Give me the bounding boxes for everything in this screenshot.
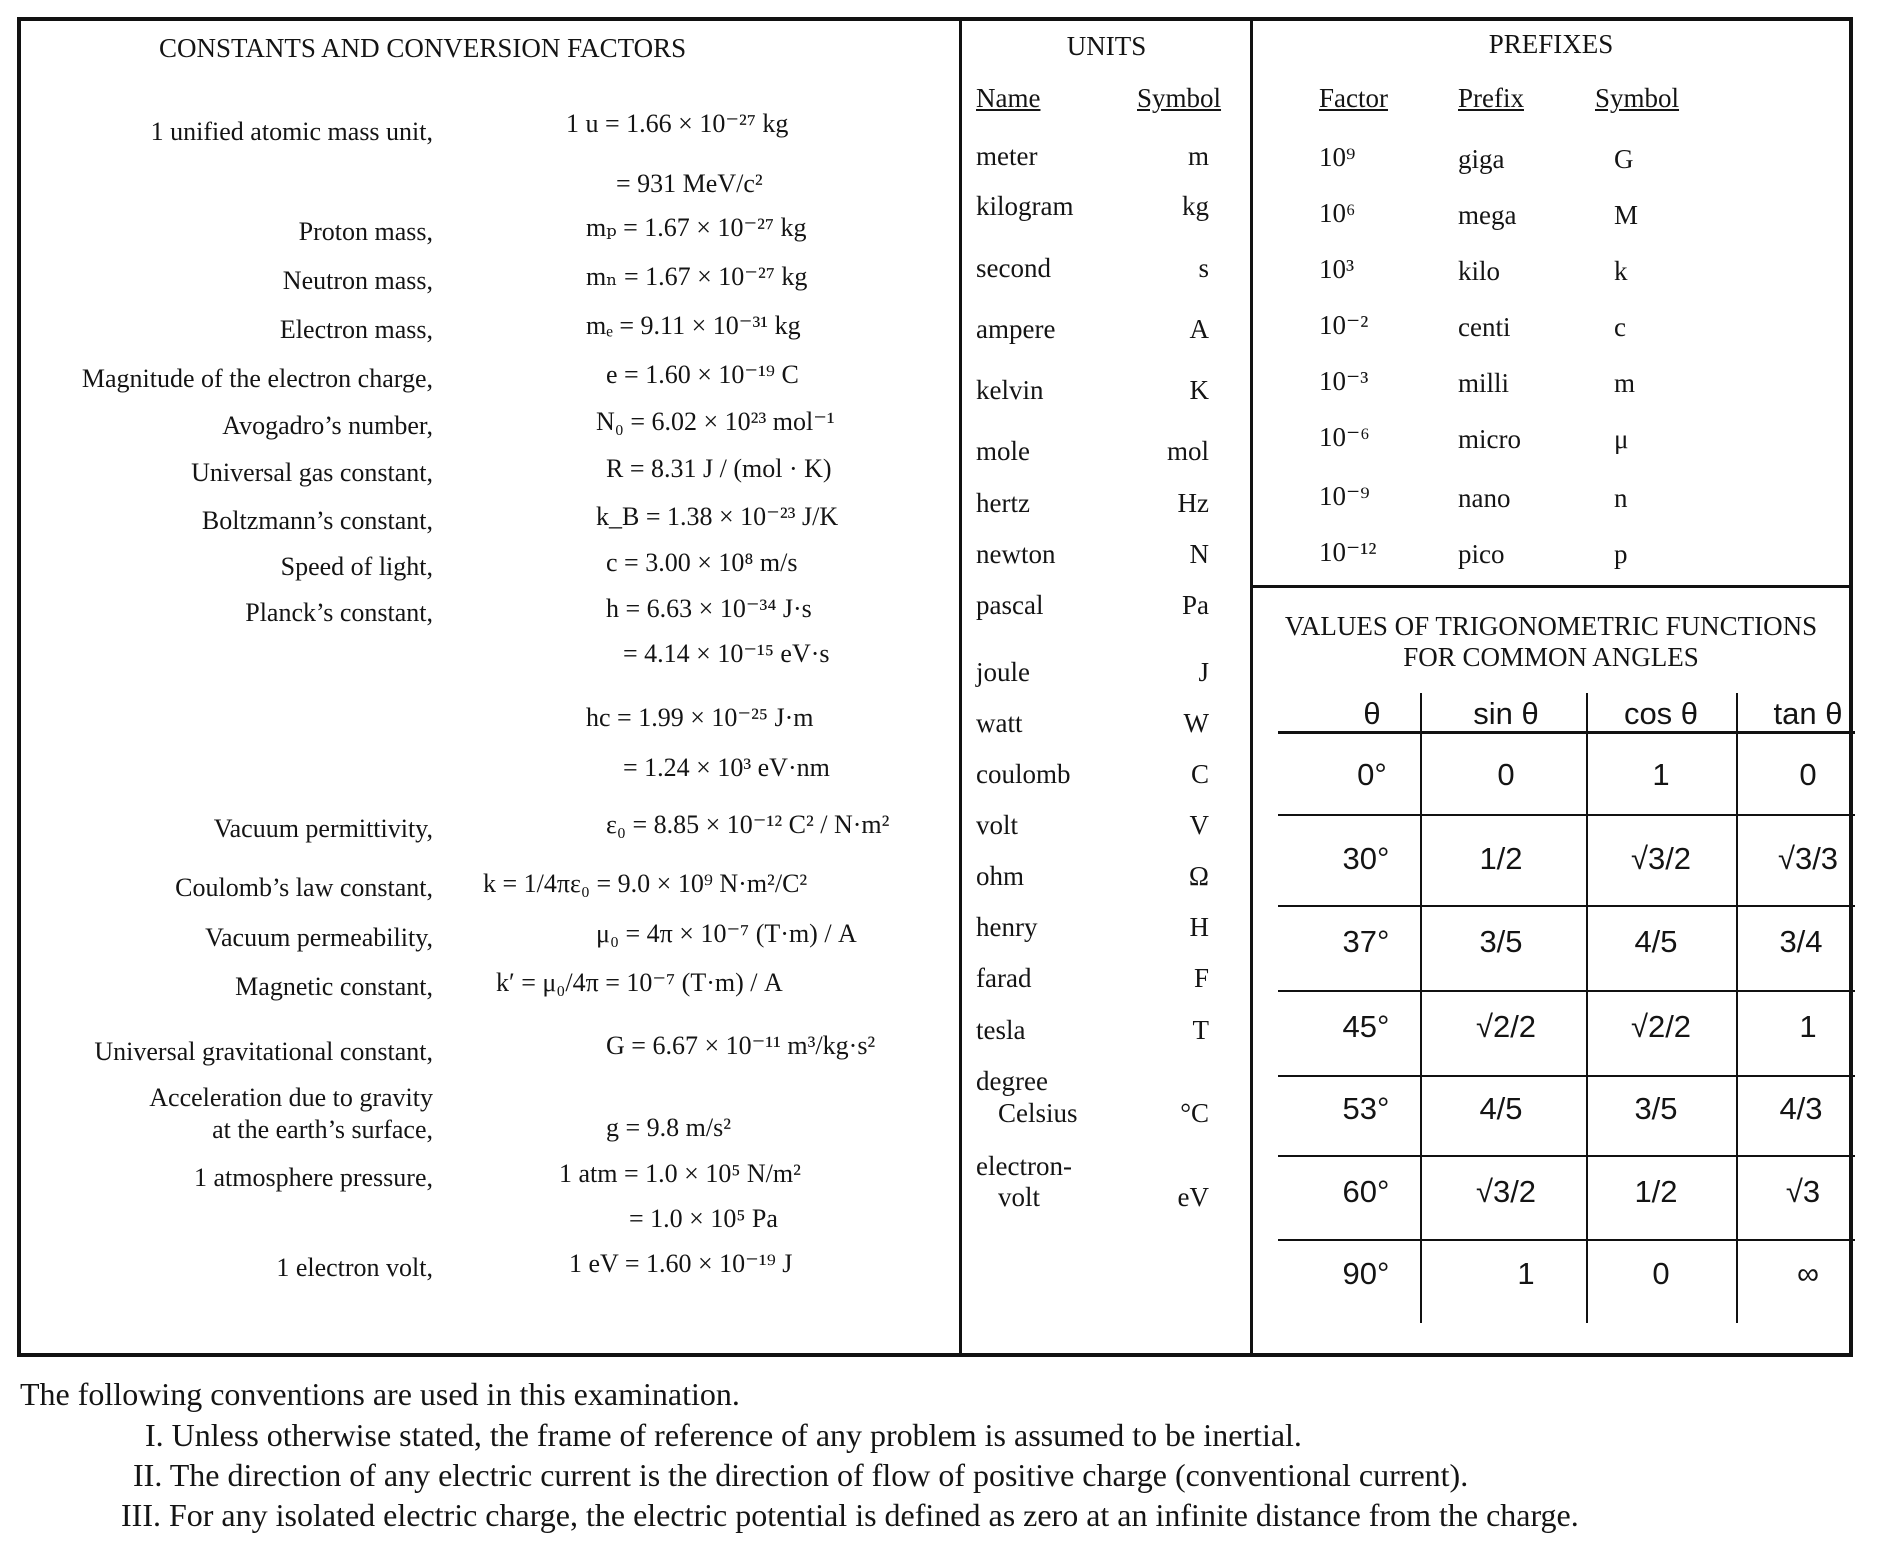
trig-cell-sin: 1/2	[1479, 841, 1523, 876]
unit-name: ampere	[976, 314, 1056, 344]
eq-amu: 1 u = 1.66 × 10⁻²⁷ kg	[566, 109, 789, 138]
convention-item: III. For any isolated electric charge, the electric potential is defined as zero at an infinite distance from the charge.	[121, 1497, 1579, 1533]
prefix-factor: 10⁻¹²	[1319, 537, 1377, 567]
unit-symbol: Pa	[1182, 590, 1209, 620]
trig-title-line2: FOR COMMON ANGLES	[1403, 642, 1699, 672]
unit-symbol: mol	[1166, 436, 1209, 466]
trig-row-rule	[1278, 990, 1855, 992]
trig-cell-cos: √3/2	[1630, 841, 1692, 876]
label-atm-pressure: 1 atmosphere pressure,	[194, 1163, 433, 1192]
prefix-factor: 10⁻³	[1319, 366, 1369, 396]
trig-cell-tan: 0	[1799, 757, 1817, 792]
unit-symbol: N	[1189, 539, 1209, 569]
unit-name: kilogram	[976, 191, 1074, 221]
trig-row-rule	[1278, 1239, 1855, 1241]
unit-symbol: T	[1192, 1015, 1209, 1045]
label-gas-constant: Universal gas constant,	[191, 458, 433, 487]
trig-col-rule	[1736, 693, 1738, 1323]
prefix-factor: 10³	[1319, 254, 1355, 284]
prefix-symbol: m	[1614, 368, 1636, 398]
trig-cell-cos: 3/5	[1634, 1091, 1678, 1126]
unit-symbol: J	[1198, 657, 1209, 687]
unit-symbol: C	[1190, 759, 1209, 789]
divider-units-prefixes	[1250, 21, 1253, 1353]
trig-cell-tan: 1	[1799, 1009, 1817, 1044]
trig-cell-angle: 45°	[1342, 1009, 1390, 1044]
trig-header-tan: tan θ	[1773, 696, 1843, 731]
unit-name-line2: Celsius	[998, 1098, 1078, 1128]
eq-amu-mev: = 931 MeV/c²	[616, 169, 763, 198]
trig-cell-tan: √3	[1785, 1174, 1821, 1209]
eq-atm-pascal: = 1.0 × 10⁵ Pa	[629, 1204, 778, 1233]
trig-cell-angle: 0°	[1357, 757, 1387, 792]
unit-symbol: m	[1187, 141, 1209, 171]
eq-hc-ev: = 1.24 × 10³ eV·nm	[623, 753, 830, 782]
label-electron-charge: Magnitude of the electron charge,	[81, 364, 433, 393]
prefix-factor: 10⁹	[1319, 142, 1356, 172]
unit-name-line2: volt	[998, 1182, 1041, 1212]
trig-cell-angle: 30°	[1342, 841, 1390, 876]
eq-speed-of-light: c = 3.00 × 10⁸ m/s	[606, 548, 798, 577]
eq-gravitational-constant: G = 6.67 × 10⁻¹¹ m³/kg·s²	[606, 1031, 876, 1060]
unit-name: degree	[976, 1066, 1048, 1096]
prefix-name: milli	[1458, 368, 1510, 398]
divider-constants-units	[959, 21, 962, 1353]
unit-name: kelvin	[976, 375, 1044, 405]
trig-header-theta: θ	[1363, 696, 1381, 731]
trig-cell-sin: 3/5	[1479, 924, 1523, 959]
label-gravity-line1: Acceleration due to gravity	[149, 1083, 433, 1112]
trig-cell-angle: 53°	[1342, 1091, 1390, 1126]
prefix-symbol: μ	[1614, 424, 1629, 454]
prefix-name: kilo	[1458, 256, 1501, 286]
prefix-symbol: c	[1614, 312, 1626, 342]
prefix-name: pico	[1458, 539, 1505, 569]
convention-item: I. Unless otherwise stated, the frame of reference of any problem is assumed to be inertial.	[145, 1417, 1302, 1453]
trig-cell-tan: 3/4	[1779, 924, 1823, 959]
convention-item: II. The direction of any electric current is the direction of flow of positive charge (conventional current).	[133, 1457, 1469, 1493]
trig-row-rule	[1278, 1075, 1855, 1077]
label-electron-volt: 1 electron volt,	[276, 1253, 433, 1282]
prefix-factor: 10⁻⁹	[1319, 481, 1370, 511]
unit-name: electron-	[976, 1151, 1072, 1181]
units-title: UNITS	[1066, 31, 1147, 61]
label-electron-mass: Electron mass,	[279, 315, 433, 344]
eq-gas-constant: R = 8.31 J / (mol · K)	[606, 454, 832, 483]
trig-cell-sin: √2/2	[1475, 1009, 1537, 1044]
prefix-symbol: p	[1614, 539, 1628, 569]
trig-cell-cos: 1	[1652, 757, 1670, 792]
label-coulomb-constant: Coulomb’s law constant,	[175, 873, 433, 902]
trig-title-line1: VALUES OF TRIGONOMETRIC FUNCTIONS	[1284, 611, 1818, 641]
trig-cell-cos: 4/5	[1634, 924, 1678, 959]
unit-name: ohm	[976, 861, 1025, 891]
trig-cell-angle: 37°	[1342, 924, 1390, 959]
unit-name: pascal	[976, 590, 1044, 620]
prefix-factor: 10⁻²	[1319, 310, 1369, 340]
label-gravity-line2: at the earth’s surface,	[212, 1115, 433, 1144]
unit-symbol: kg	[1182, 191, 1209, 221]
prefix-factor: 10⁶	[1319, 198, 1356, 228]
label-boltzmann: Boltzmann’s constant,	[201, 506, 433, 535]
prefixes-title: PREFIXES	[1488, 29, 1614, 59]
prefix-name: giga	[1458, 144, 1505, 174]
label-planck: Planck’s constant,	[245, 598, 433, 627]
unit-name: hertz	[976, 488, 1030, 518]
unit-symbol: F	[1193, 963, 1209, 993]
prefix-symbol: G	[1614, 144, 1634, 174]
trig-row-rule	[1278, 905, 1855, 907]
trig-cell-cos: √2/2	[1630, 1009, 1692, 1044]
prefix-symbol: M	[1614, 200, 1639, 230]
trig-cell-sin: √3/2	[1475, 1174, 1537, 1209]
eq-neutron-mass: mₙ = 1.67 × 10⁻²⁷ kg	[586, 262, 808, 291]
eq-avogadro: N₀ = 6.02 × 10²³ mol⁻¹	[596, 407, 835, 436]
trig-cell-sin: 0	[1497, 757, 1515, 792]
eq-gravity: g = 9.8 m/s²	[606, 1113, 732, 1142]
label-vacuum-permeability: Vacuum permeability,	[205, 923, 433, 952]
unit-symbol: eV	[1177, 1182, 1209, 1212]
eq-electron-volt: 1 eV = 1.60 × 10⁻¹⁹ J	[569, 1249, 793, 1278]
trig-cell-angle: 90°	[1342, 1256, 1390, 1291]
eq-atm-pressure: 1 atm = 1.0 × 10⁵ N/m²	[559, 1159, 801, 1188]
unit-name: meter	[976, 141, 1038, 171]
eq-hc: hc = 1.99 × 10⁻²⁵ J·m	[586, 703, 814, 732]
units-col-symbol: Symbol	[1137, 83, 1222, 113]
unit-symbol: A	[1189, 314, 1209, 344]
trig-cell-tan: 4/3	[1779, 1091, 1823, 1126]
prefix-symbol: k	[1614, 256, 1628, 286]
eq-vacuum-permeability: μ₀ = 4π × 10⁻⁷ (T·m) / A	[596, 919, 857, 948]
prefix-name: micro	[1458, 424, 1521, 454]
trig-header-sin: sin θ	[1473, 696, 1539, 731]
trig-cell-sin: 1	[1517, 1256, 1535, 1291]
unit-name: volt	[976, 810, 1019, 840]
unit-name: henry	[976, 912, 1038, 942]
label-neutron-mass: Neutron mass,	[282, 266, 433, 295]
label-amu: 1 unified atomic mass unit,	[150, 117, 433, 146]
eq-planck-ev: = 4.14 × 10⁻¹⁵ eV·s	[623, 639, 830, 668]
eq-magnetic-constant: k′ = μ₀/4π = 10⁻⁷ (T·m) / A	[496, 968, 783, 997]
unit-name: watt	[976, 708, 1023, 738]
unit-symbol: W	[1183, 708, 1209, 738]
trig-header-cos: cos θ	[1623, 696, 1699, 731]
trig-row-rule	[1278, 1155, 1855, 1157]
prefix-name: mega	[1458, 200, 1517, 230]
eq-electron-mass: mₑ = 9.11 × 10⁻³¹ kg	[586, 311, 801, 340]
unit-name: mole	[976, 436, 1030, 466]
prefix-name: nano	[1458, 483, 1511, 513]
trig-cell-tan: √3/3	[1777, 841, 1839, 876]
unit-name: tesla	[976, 1015, 1026, 1045]
label-avogadro: Avogadro’s number,	[222, 411, 433, 440]
constants-title: CONSTANTS AND CONVERSION FACTORS	[159, 33, 687, 63]
label-magnetic-constant: Magnetic constant,	[235, 972, 433, 1001]
unit-name: farad	[976, 963, 1032, 993]
label-vacuum-permittivity: Vacuum permittivity,	[213, 814, 433, 843]
eq-proton-mass: mₚ = 1.67 × 10⁻²⁷ kg	[586, 213, 807, 242]
trig-cell-cos: 1/2	[1634, 1174, 1678, 1209]
unit-name: newton	[976, 539, 1056, 569]
units-col-name: Name	[976, 83, 1041, 113]
trig-col-rule	[1586, 693, 1588, 1323]
reference-table	[17, 17, 1853, 1357]
label-proton-mass: Proton mass,	[298, 217, 433, 246]
eq-electron-charge: e = 1.60 × 10⁻¹⁹ C	[606, 360, 799, 389]
unit-symbol: K	[1189, 375, 1209, 405]
eq-planck: h = 6.63 × 10⁻³⁴ J·s	[606, 594, 812, 623]
unit-symbol: H	[1189, 912, 1209, 942]
prefix-symbol: n	[1614, 483, 1628, 513]
prefix-factor: 10⁻⁶	[1319, 422, 1370, 452]
unit-name: second	[976, 253, 1051, 283]
eq-vacuum-permittivity: ε₀ = 8.85 × 10⁻¹² C² / N·m²	[606, 810, 890, 839]
eq-boltzmann: k_B = 1.38 × 10⁻²³ J/K	[596, 502, 839, 531]
trig-row-rule	[1278, 814, 1855, 816]
eq-coulomb-constant: k = 1/4πε₀ = 9.0 × 10⁹ N·m²/C²	[483, 869, 808, 898]
trig-cell-sin: 4/5	[1479, 1091, 1523, 1126]
divider-prefixes-trig	[1250, 585, 1849, 588]
unit-symbol: Ω	[1188, 861, 1209, 891]
prefixes-col-symbol: Symbol	[1595, 83, 1680, 113]
prefixes-col-factor: Factor	[1319, 83, 1388, 113]
prefix-name: centi	[1458, 312, 1511, 342]
unit-symbol: °C	[1180, 1098, 1209, 1128]
unit-symbol: s	[1198, 253, 1209, 283]
unit-name: joule	[976, 657, 1030, 687]
label-gravitational-constant: Universal gravitational constant,	[94, 1037, 433, 1066]
label-speed-of-light: Speed of light,	[280, 552, 433, 581]
trig-cell-tan: ∞	[1796, 1256, 1820, 1291]
trig-cell-angle: 60°	[1342, 1174, 1390, 1209]
unit-symbol: V	[1189, 810, 1209, 840]
unit-name: coulomb	[976, 759, 1071, 789]
conventions-intro: The following conventions are used in this examination.	[20, 1376, 740, 1412]
trig-cell-cos: 0	[1652, 1256, 1670, 1291]
unit-symbol: Hz	[1177, 488, 1209, 518]
prefixes-col-prefix: Prefix	[1458, 83, 1524, 113]
